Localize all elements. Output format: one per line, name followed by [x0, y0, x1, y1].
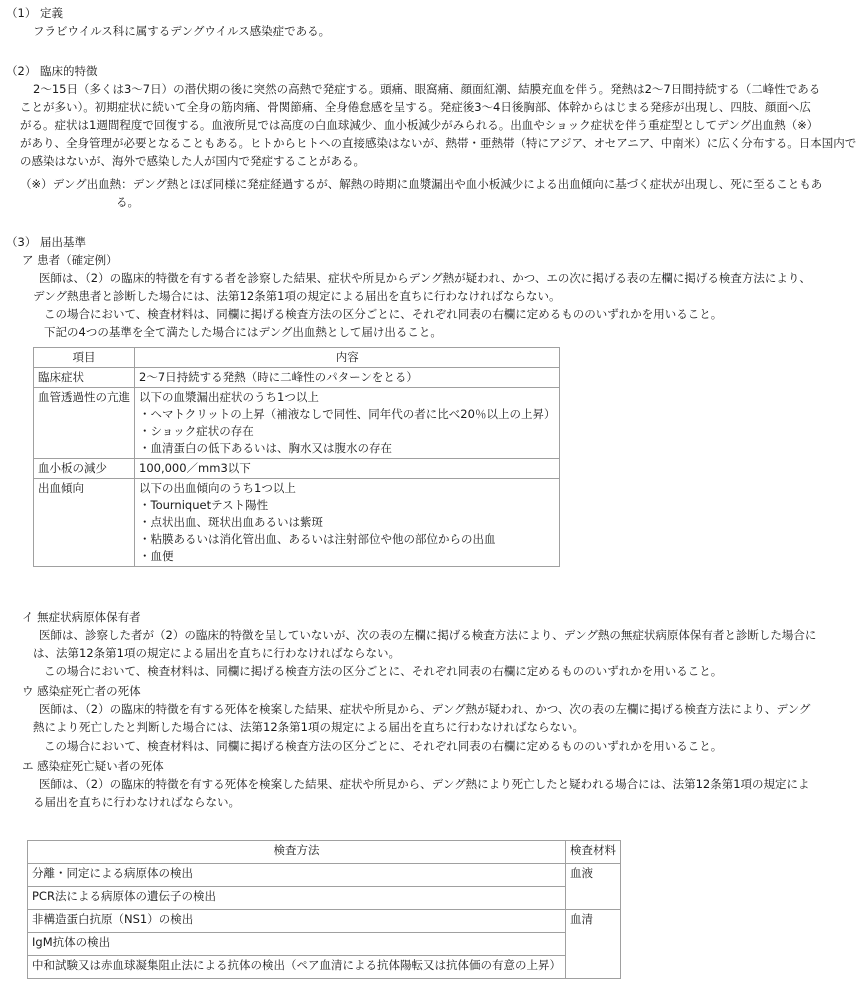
subsection-b-heading: イ 無症状病原体保有者: [22, 610, 141, 624]
row-item: 出血傾向: [34, 479, 135, 567]
section-2-heading: （2） 臨床的特徴: [6, 64, 98, 78]
method-cell: 中和試験又は赤血球凝集阻止法による抗体の検出（ペア血清による抗体陽転又は抗体価の有意の上昇）: [28, 956, 566, 979]
content-line: ・血便: [139, 549, 174, 563]
row-content: [135, 479, 560, 567]
subsection-d-line: る届出を直ちに行わなければならない。: [33, 795, 240, 809]
table-header-row: [28, 841, 621, 864]
table-row: [28, 910, 621, 933]
criteria-table: [33, 347, 560, 567]
table-row: [28, 864, 621, 887]
section-1-body: フラビウイルス科に属するデングウイルス感染症である。: [33, 24, 331, 38]
table-row: [34, 368, 560, 388]
content-line: 以下の出血傾向のうち1つ以上: [139, 481, 296, 495]
material-cell: 血液: [566, 864, 621, 910]
content-line: 2～7日持続する発熱（時に二峰性のパターンをとる）: [139, 370, 418, 384]
subsection-a-line: デング熱患者と診断した場合には、法第12条第1項の規定による届出を直ちに行わなければならない。: [33, 289, 561, 303]
content-line: ・ショック症状の存在: [139, 424, 254, 438]
table-header-row: [34, 348, 560, 368]
content-line: 以下の血漿漏出症状のうち1つ以上: [139, 390, 319, 404]
content-line: ・ヘマトクリットの上昇（補液なしで同性、同年代の者に比べ20％以上の上昇）: [139, 407, 556, 421]
subsection-c-line: 医師は、（2）の臨床的特徴を有する死体を検案した結果、症状や所見から、デング熱が疑われ、かつ、次の表の左欄に掲げる検査方法により、デング: [39, 702, 811, 716]
subsection-b-line: 医師は、診察した者が（2）の臨床的特徴を呈していないが、次の表の左欄に掲げる検査方法により、デング熱の無症状病原体保有者と診断した場合に: [39, 628, 817, 642]
content-line: ・粘膜あるいは消化管出血、あるいは注射部位や他の部位からの出血: [139, 532, 496, 546]
content-line: ・Tourniquetテスト陽性: [139, 498, 269, 512]
table-row: [28, 933, 621, 956]
subsection-c-heading: ウ 感染症死亡者の死体: [22, 684, 141, 698]
section-2-line: ことが多い）。初期症状に続いて全身の筋肉痛、骨関節痛、全身倦怠感を呈する。発症後3～4日後胸部、体幹からはじまる発疹が出現し、四肢、顔面へ広: [20, 100, 811, 114]
section-2-note: （※）デング出血熱：デング熱とほぼ同様に発症経過するが、解熱の時期に血漿漏出や血小板減少による出血傾向に基づく症状が出現し、死に至ることもあ: [20, 177, 823, 191]
row-content: [135, 459, 560, 479]
content-line: ・血清蛋白の低下あるいは、胸水又は腹水の存在: [139, 441, 392, 455]
subsection-a-heading: ア 患者（確定例）: [22, 253, 118, 267]
section-2-line: があり、全身管理が必要となることもある。ヒトからヒトへの直接感染はないが、熱帯・亜熱帯（特にアジア、オセアニア、中南米）に広く分布する。日本国内で: [20, 136, 856, 150]
subsection-b-line: この場合において、検査材料は、同欄に掲げる検査方法の区分ごとに、それぞれ同表の右欄に定めるもののいずれかを用いること。: [44, 664, 723, 678]
section-2-note: る。: [116, 195, 139, 209]
subsection-c-line: この場合において、検査材料は、同欄に掲げる検査方法の区分ごとに、それぞれ同表の右欄に定めるもののいずれかを用いること。: [44, 739, 723, 753]
subsection-a-line: この場合において、検査材料は、同欄に掲げる検査方法の区分ごとに、それぞれ同表の右欄に定めるもののいずれかを用いること。: [44, 307, 723, 321]
method-cell: PCR法による病原体の遺伝子の検出: [28, 887, 566, 910]
content-line: 100,000／mm3以下: [139, 461, 251, 475]
section-2-line: 2～15日（多くは3～7日）の潜伏期の後に突然の高熱で発症する。頭痛、眼窩痛、顔面紅潮、結膜充血を伴う。発熱は2～7日間持続する（二峰性である: [33, 82, 821, 96]
section-2-line: がる。症状は1週間程度で回復する。血液所見では高度の白血球減少、血小板減少がみられる。出血やショック症状を伴う重症型としてデング出血熱（※）: [20, 118, 819, 132]
method-cell: 分離・同定による病原体の検出: [28, 864, 566, 887]
row-item: 臨床症状: [34, 368, 135, 388]
test-method-table: [27, 840, 621, 979]
material-cell: 血清: [566, 910, 621, 979]
section-2-line: の感染はないが、海外で感染した人が国内で発症することがある。: [20, 154, 365, 168]
row-content: [135, 388, 560, 459]
table-row: [28, 956, 621, 979]
table-row: [34, 479, 560, 567]
table-row: [28, 887, 621, 910]
row-content: [135, 368, 560, 388]
content-line: ・点状出血、斑状出血あるいは紫斑: [139, 515, 323, 529]
column-header: 検査材料: [566, 841, 621, 864]
method-cell: 非構造蛋白抗原（NS1）の検出: [28, 910, 566, 933]
subsection-a-line: 医師は、（2）の臨床的特徴を有する者を診察した結果、症状や所見からデング熱が疑われ、かつ、エの次に掲げる表の左欄に掲げる検査方法により、: [39, 271, 811, 285]
column-header: 検査方法: [28, 841, 566, 864]
table-row: [34, 388, 560, 459]
subsection-c-line: 熱により死亡したと判断した場合には、法第12条第1項の規定による届出を直ちに行わなければならない。: [33, 720, 584, 734]
table-row: [34, 459, 560, 479]
row-item: 血管透過性の亢進: [34, 388, 135, 459]
subsection-a-line: 下記の4つの基準を全て満たした場合にはデング出血熱として届け出ること。: [44, 325, 442, 339]
column-header: 内容: [135, 348, 560, 368]
section-3-heading: （3） 届出基準: [6, 235, 86, 249]
row-item: 血小板の減少: [34, 459, 135, 479]
section-1-heading: （1） 定義: [6, 6, 63, 20]
column-header: 項目: [34, 348, 135, 368]
subsection-b-line: は、法第12条第1項の規定による届出を直ちに行わなければならない。: [33, 646, 400, 660]
subsection-d-heading: エ 感染症死亡疑い者の死体: [22, 759, 164, 773]
subsection-d-line: 医師は、（2）の臨床的特徴を有する死体を検案した結果、症状や所見から、デング熱により死亡したと疑われる場合には、法第12条第1項の規定によ: [39, 777, 810, 791]
method-cell: IgM抗体の検出: [28, 933, 566, 956]
